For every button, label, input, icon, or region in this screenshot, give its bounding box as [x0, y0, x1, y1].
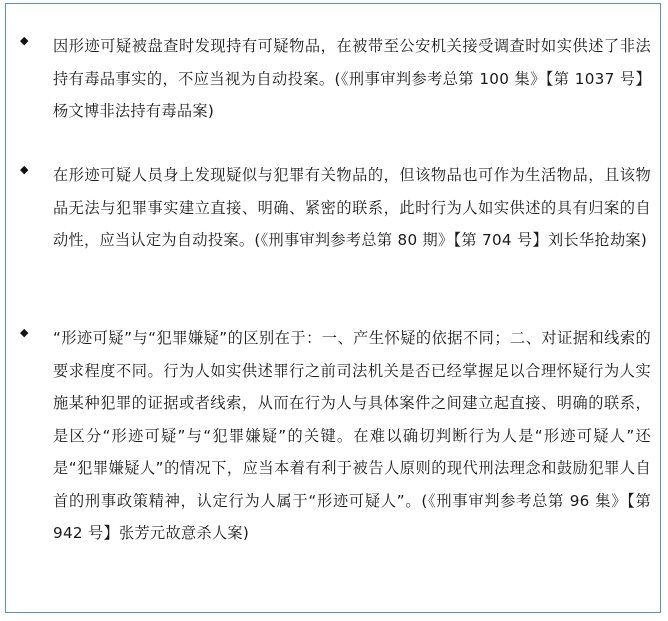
- list-item-text: 在形迹可疑人员身上发现疑似与犯罪有关物品的，但该物品也可作为生活物品，且该物品无法与犯罪事实建立直接、明确、紧密的联系，此时行为人如实供述的具有归案的自动性，应当认定为自动投案。(《刑事审判参考总第 80 期》【第 704 号】刘长华抢劫案): [53, 166, 651, 249]
- list-item-text: 因形迹可疑被盘查时发现持有可疑物品，在被带至公安机关接受调查时如实供述了非法持有毒品事实的，不应当视为自动投案。(《刑事审判参考总第 100 集》【第 1037 号】杨文博非法持有毒品案): [53, 37, 651, 120]
- diamond-bullet-icon: ◆: [20, 34, 29, 47]
- diamond-bullet-icon: ◆: [20, 326, 29, 339]
- quote-box: [5, 3, 661, 613]
- diamond-bullet-icon: ◆: [20, 163, 29, 176]
- list-item-text: “形迹可疑”与“犯罪嫌疑”的区别在于：一、产生怀疑的依据不同；二、对证据和线索的要求程度不同。行为人如实供述罪行之前司法机关是否已经掌握足以合理怀疑行为人实施某种犯罪的证据或者线索，从而在行为人与具体案件之间建立起直接、明确的联系，是区分“形迹可疑”与“犯罪嫌疑”的关键。在难以确切判断行为人是“形迹可疑人”还是“犯罪嫌疑人”的情况下，应当本着有利于被告人原则的现代刑法理念和鼓励犯罪人自首的刑事政策精神，认定行为人属于“形迹可疑人”。(《刑事审判参考总第 96 集》【第 942 号】张芳元故意杀人案): [53, 329, 651, 542]
